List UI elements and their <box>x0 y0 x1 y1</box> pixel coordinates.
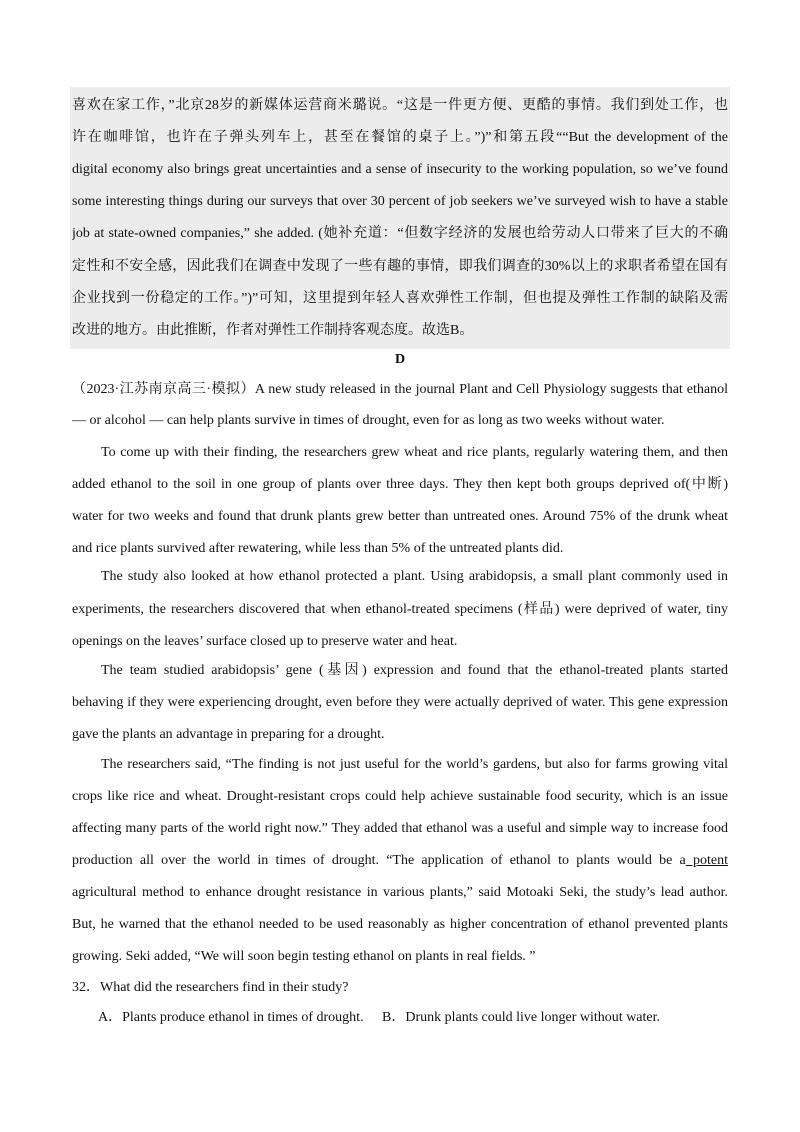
analysis-line: digital economy also brings great uncertainties and a sense of insecurity to the working population, so we’ve found <box>72 162 728 177</box>
passage-line: agricultural method to enhance drought resistance in various plants,” said Motoaki Seki, the study’s lead author. <box>72 885 728 900</box>
passage-line: The team studied arabidopsis’ gene (基因) expression and found that the ethanol-treated plants started <box>101 663 728 678</box>
passage-line: and rice plants survived after rewatering, while less than 5% of the untreated plants did. <box>72 541 564 556</box>
question-stem: 32．What did the researchers find in their study? <box>72 980 349 995</box>
passage-line: But, he warned that the ethanol needed to be used reasonably as higher concentration of ethanol prevented plants <box>72 917 728 932</box>
passage-line <box>72 851 728 871</box>
underlined-word-potent: potent <box>685 853 728 868</box>
option-b: B．Drunk plants could live longer without water. <box>382 1010 661 1025</box>
passage-text: production all over the world in times of drought. “The application of ethanol to plants would be a <box>72 853 686 868</box>
passage-line: behaving if they were experiencing drought, even before they were actually deprived of water. This gene expression <box>72 695 728 710</box>
passage-line: — or alcohol — can help plants survive in times of drought, even for as long as two weeks without water. <box>72 413 665 428</box>
analysis-line: 定性和不安全感，因此我们在调查中发现了一些有趣的事情，即我们调查的30%以上的求职者希望在国有 <box>72 259 728 274</box>
passage-line: openings on the leaves’ surface closed up to preserve water and heat. <box>72 634 458 649</box>
analysis-highlight-box <box>70 87 730 349</box>
analysis-line: 许在咖啡馆，也许在子弹头列车上，甚至在餐馆的桌子上。”)”和第五段““But the development of the <box>72 130 728 145</box>
passage-letter-heading: D <box>394 352 406 367</box>
analysis-line: job at state-owned companies,” she added. (她补充道：“但数字经济的发展也给劳动人口带来了巨大的不确 <box>72 226 728 241</box>
passage-line: To come up with their finding, the researchers grew wheat and rice plants, regularly watering them, and then <box>101 445 728 460</box>
passage-line: The study also looked at how ethanol protected a plant. Using arabidopsis, a small plant commonly used in <box>101 569 728 584</box>
analysis-line: 企业找到一份稳定的工作。”)”可知，这里提到年轻人喜欢弹性工作制，但也提及弹性工作制的缺陷及需 <box>72 291 728 306</box>
option-a: A．Plants produce ethanol in times of drought. <box>98 1010 364 1025</box>
analysis-line: some interesting things during our surveys that over 30 percent of job seekers we’ve surveyed wish to have a stable <box>72 194 728 209</box>
passage-line: crops like rice and wheat. Drought-resistant crops could help achieve sustainable food security, which is an issue <box>72 789 728 804</box>
analysis-line: 喜欢在家工作，”北京28岁的新媒体运营商米璐说。“这是一件更方便、更酷的事情。我们到处工作，也 <box>72 98 728 113</box>
passage-line: affecting many parts of the world right now.” They added that ethanol was a useful and simple way to increase food <box>72 821 728 836</box>
passage-line: growing. Seki added, “We will soon begin testing ethanol on plants in real fields. ” <box>72 949 536 964</box>
passage-line: The researchers said, “The finding is not just useful for the world’s gardens, but also for farms growing vital <box>101 757 728 772</box>
passage-line: experiments, the researchers discovered that when ethanol-treated specimens (样品) were deprived of water, tiny <box>72 602 728 617</box>
passage-line: （2023·江苏南京高三·模拟）A new study released in the journal Plant and Cell Physiology suggests that ethanol <box>72 382 728 397</box>
passage-line: gave the plants an advantage in preparing for a drought. <box>72 727 385 742</box>
analysis-line: 改进的地方。由此推断，作者对弹性工作制持客观态度。故选B。 <box>72 323 474 338</box>
passage-line: water for two weeks and found that drunk plants grew better than untreated ones. Around 75% of the drunk wheat <box>72 509 728 524</box>
passage-line: added ethanol to the soil in one group of plants over three days. They then kept both groups deprived of(中断) <box>72 477 728 492</box>
